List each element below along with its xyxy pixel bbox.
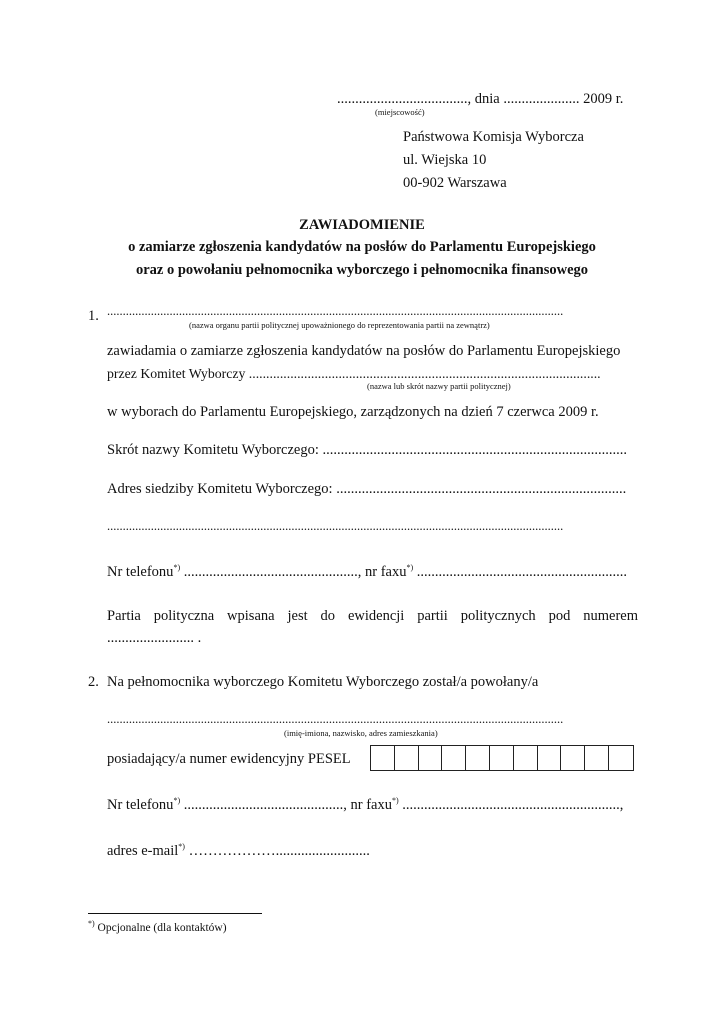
footnote-divider [88, 913, 262, 914]
committee-address-continued-field[interactable]: .................................................................................................................................................. [107, 519, 564, 533]
section-2-intro: Na pełnomocnika wyborczego Komitetu Wyborczego został/a powołany/a [107, 674, 539, 690]
pesel-digit-box[interactable] [514, 746, 538, 770]
party-number-field[interactable]: ........................ . [107, 630, 202, 646]
footnote-ref: *) [178, 842, 185, 852]
committee-abbrev-field[interactable]: Skrót nazwy Komitetu Wyborczego: .................................................................................... [107, 442, 628, 458]
section-1-phone-fax-field[interactable] [107, 564, 627, 581]
place-date-line[interactable]: ...................................., dnia ..................... 2009 r. [337, 91, 624, 107]
fax-dots[interactable]: .......................................................... [413, 564, 627, 580]
footnote-ref: *) [406, 563, 414, 573]
footnote-marker: *) [88, 919, 95, 929]
document-title: ZAWIADOMIENIE [299, 217, 425, 233]
phone-label: Nr telefonu [107, 797, 174, 813]
pesel-digit-box[interactable] [609, 746, 633, 770]
org-name-field[interactable]: .................................................................................................................................................. [107, 304, 564, 318]
footnote-ref: *) [173, 563, 181, 573]
pesel-label: posiadający/a numer ewidencyjny PESEL [107, 751, 351, 767]
footnote-ref: *) [173, 796, 181, 806]
email-field[interactable] [107, 843, 370, 860]
addressee-line-2: ul. Wiejska 10 [403, 152, 487, 168]
pesel-digit-box[interactable] [561, 746, 585, 770]
committee-address-field[interactable]: Adres siedziby Komitetu Wyborczego: ................................................................................ [107, 481, 627, 497]
document-subtitle-line-2: oraz o powołaniu pełnomocnika wyborczego i pełnomocnika finansowego [135, 262, 589, 278]
pesel-digit-box[interactable] [466, 746, 490, 770]
pesel-digit-box[interactable] [585, 746, 609, 770]
pesel-digit-box[interactable] [395, 746, 419, 770]
pesel-digit-box[interactable] [419, 746, 443, 770]
proxy-name-caption: (imię-imiona, nazwisko, adres zamieszkania) [284, 728, 438, 738]
addressee-line-1: Państwowa Komisja Wyborcza [403, 129, 584, 145]
section-2-number: 2. [88, 674, 99, 690]
phone-label: Nr telefonu [107, 564, 174, 580]
fax-dots[interactable]: ............................................................, [398, 797, 624, 813]
addressee-line-3: 00-902 Warszawa [403, 175, 507, 191]
phone-dots[interactable]: ................................................, nr faxu [180, 564, 407, 580]
pesel-input-grid[interactable] [370, 745, 634, 771]
committee-name-field[interactable]: przez Komitet Wyborczy ...................................................................................................... [107, 366, 601, 381]
section-1-number: 1. [88, 308, 99, 324]
phone-dots[interactable]: ............................................, nr faxu [180, 797, 392, 813]
notify-line: zawiadamia o zamiarze zgłoszenia kandydatów na posłów do Parlamentu Europejskiego [107, 343, 621, 359]
elections-line: w wyborach do Parlamentu Europejskiego, zarządzonych na dzień 7 czerwca 2009 r. [107, 404, 599, 420]
email-label: adres e-mail [107, 843, 179, 859]
document-subtitle-line-1: o zamiarze zgłoszenia kandydatów na posłów do Parlamentu Europejskiego [128, 239, 596, 255]
footnote-ref: *) [391, 796, 399, 806]
section-2-phone-fax-field[interactable] [107, 797, 623, 814]
footnote [88, 919, 227, 934]
party-registry-line: Partia polityczna wpisana jest do ewidencji partii politycznych pod numerem [107, 608, 638, 624]
footnote-text: Opcjonalne (dla kontaktów) [94, 922, 227, 934]
committee-caption: (nazwa lub skrót nazwy partii politycznej) [367, 381, 511, 391]
pesel-digit-box[interactable] [442, 746, 466, 770]
proxy-name-field[interactable]: .................................................................................................................................................. [107, 712, 564, 726]
email-dots[interactable]: ……………….......................... [184, 843, 370, 859]
org-name-caption: (nazwa organu partii politycznej upoważnionego do reprezentowania partii na zewnątrz) [189, 320, 490, 330]
pesel-digit-box[interactable] [538, 746, 562, 770]
pesel-digit-box[interactable] [371, 746, 395, 770]
place-caption: (miejscowość) [375, 107, 425, 117]
pesel-digit-box[interactable] [490, 746, 514, 770]
